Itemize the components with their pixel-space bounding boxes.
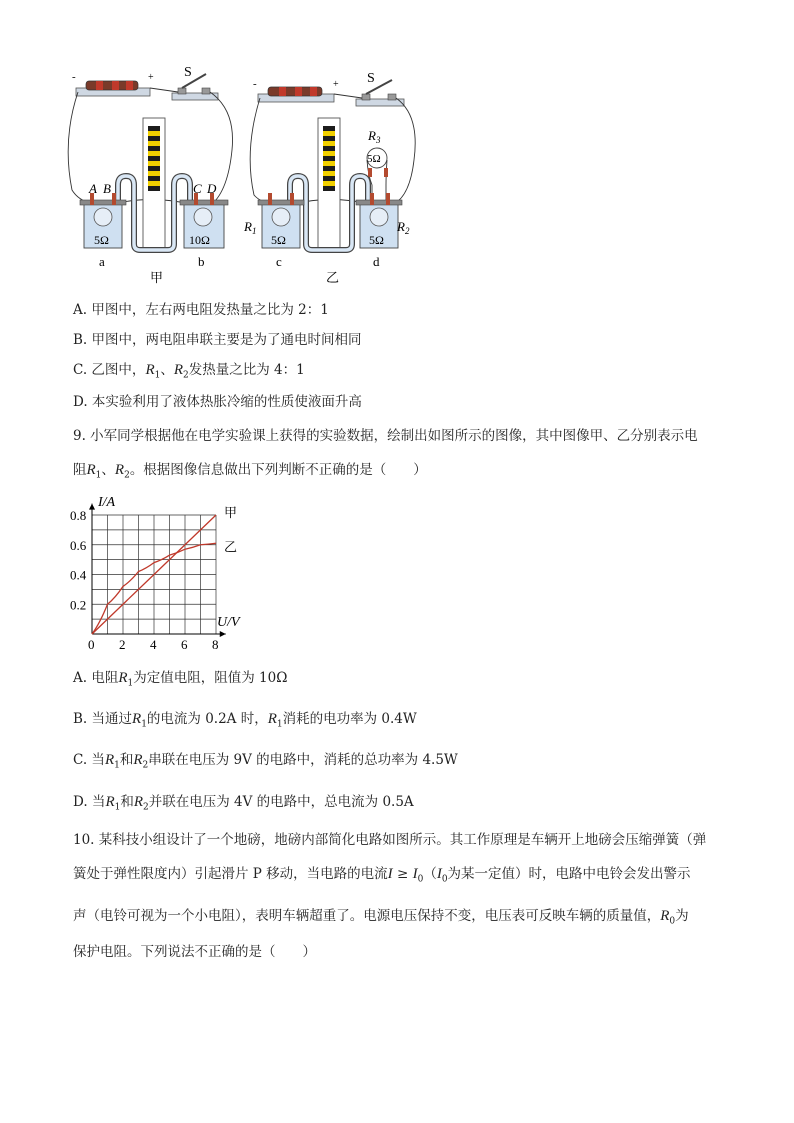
q8-option-c: C. 乙图中，$R_1$、$R_2$发热量之比为 4：1 [73, 362, 305, 381]
q9-stem-line1: 9. 小军同学根据他在电学实验课上获得的实验数据，绘制出如图所示的图像，其中图像甲、乙分别表示电 [73, 428, 698, 444]
y-tick-label: 0.8 [70, 508, 87, 523]
q9-option-d: D. 当$R_1$和$R_2$并联在电压为 4V 的电路中，总电流为 0.5A [73, 794, 414, 813]
terminal-c-label: C [193, 181, 202, 196]
terminal-a-label: A [89, 181, 97, 196]
series-label-jia: 甲 [224, 505, 238, 520]
resistance-a-label: 5Ω [94, 233, 109, 247]
q9-option-c: C. 当$R_1$和$R_2$串联在电压为 9V 的电路中，消耗的总功率为 4.5W [73, 752, 458, 771]
battery-jia [72, 71, 154, 96]
q8-option-d: D. 本实验利用了液体热胀冷缩的性质使液面升高 [73, 394, 362, 410]
q8-option-b: B. 甲图中，两电阻串联主要是为了通电时间相同 [73, 332, 362, 348]
x-axis-arrow [220, 631, 226, 637]
chart-series [92, 505, 237, 634]
switch-label-yi: S [367, 71, 375, 86]
switch-yi [356, 71, 404, 106]
battery-minus-yi: - [253, 78, 257, 90]
x-tick-label: 4 [150, 637, 157, 652]
joule-heating-apparatus-figure [0, 0, 794, 300]
r1-label: $R_1$ [244, 219, 257, 236]
q9-option-b: B. 当通过$R_1$的电流为 0.2A 时，$R_1$消耗的电功率为 0.4W [73, 711, 417, 730]
switch-jia [172, 65, 218, 100]
resistance-d-label: 5Ω [369, 233, 384, 247]
beaker-d-label: d [373, 254, 380, 269]
series-label-yi: 乙 [224, 539, 238, 555]
q8-option-a: A. 甲图中，左右两电阻发热量之比为 2：1 [73, 302, 329, 318]
resistance-c-label: 5Ω [271, 233, 286, 247]
setup-jia [68, 65, 232, 285]
q10-stem-line3: 声（电铃可视为一个小电阻），表明车辆超重了。电源电压保持不变，电压表可反映车辆的质量值，$R_0$为 [73, 908, 689, 927]
x-tick-label: 6 [181, 637, 188, 652]
y-tick-label: 0.2 [70, 597, 87, 613]
q10-stem-line2: 簧处于弹性限度内）引起滑片 P 移动，当电路的电流$I \ge I_0(I_0$为某一定值）时，电路中电铃会发出警示 [73, 866, 691, 885]
q10-stem-line1: 10. 某科技小组设计了一个地磅，地磅内部简化电路如图所示。其工作原理是车辆开上地磅会压缩弹簧（弹 [73, 832, 707, 848]
q10-stem-line4: 保护电阻。下列说法不正确的是（ ） [73, 944, 316, 960]
y-tick-label: 0.6 [70, 537, 87, 553]
terminal-b-label: B [103, 181, 111, 196]
battery-plus-jia: + [148, 72, 154, 83]
q9-option-a: A. 电阻$R_1$为定值电阻，阻值为 10Ω [73, 670, 288, 689]
beaker-c-label: c [276, 254, 282, 269]
r2-label: $R_2$ [397, 219, 410, 236]
r3-resistance-label: 5Ω [367, 153, 381, 165]
caption-yi: 乙 [326, 270, 340, 285]
setup-yi [243, 71, 415, 285]
r3-label: $R_3$ [368, 128, 381, 145]
terminal-d-label: D [207, 181, 217, 196]
caption-jia: 甲 [150, 270, 164, 285]
beaker-b-label: b [198, 254, 205, 269]
y-axis-label: I/A [98, 495, 116, 510]
battery-minus-jia: - [72, 71, 76, 83]
beaker-a-label: a [99, 254, 105, 269]
y-tick-label: 0.4 [70, 567, 87, 583]
x-tick-label: 8 [212, 637, 219, 652]
iv-chart [70, 492, 280, 652]
switch-label-jia: S [184, 65, 192, 80]
battery-plus-yi: + [333, 79, 339, 90]
x-tick-label: 0 [88, 637, 95, 652]
battery-yi [253, 78, 339, 102]
q9-stem-line2: 阻$R_1$、$R_2$。根据图像信息做出下列判断不正确的是（ ） [73, 462, 427, 481]
y-axis-arrow [89, 504, 95, 510]
x-tick-label: 2 [119, 637, 126, 652]
resistance-b-label: 10Ω [189, 233, 210, 247]
x-axis-label: U/V [217, 615, 240, 630]
